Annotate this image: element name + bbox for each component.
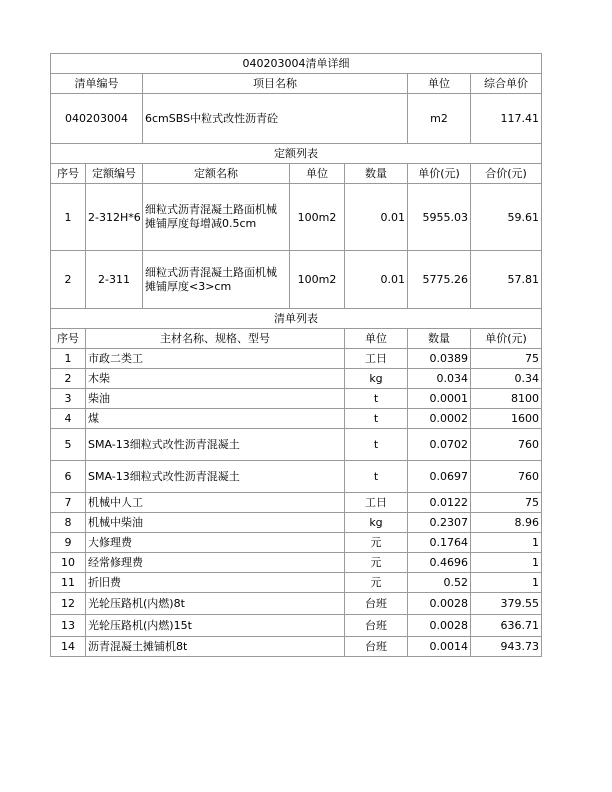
material-qty: 0.0002 [408, 409, 471, 429]
quota-col-no: 序号 [51, 164, 86, 184]
quota-no: 2 [51, 251, 86, 309]
material-row [51, 533, 542, 553]
material-name: SMA-13细粒式改性沥青混凝土 [86, 429, 345, 461]
material-unit: kg [345, 513, 408, 533]
material-row [51, 493, 542, 513]
material-unit: t [345, 389, 408, 409]
material-row [51, 513, 542, 533]
material-no: 3 [51, 389, 86, 409]
material-unit-price: 8100 [471, 389, 542, 409]
material-no: 9 [51, 533, 86, 553]
bill-header-row [51, 74, 542, 94]
material-row [51, 553, 542, 573]
material-name: 光轮压路机(内燃)8t [86, 593, 345, 615]
material-name: 光轮压路机(内燃)15t [86, 615, 345, 637]
quota-name: 细粒式沥青混凝土路面机械摊铺厚度每增减0.5cm [143, 184, 290, 251]
material-unit: 台班 [345, 637, 408, 657]
header-unit: 单位 [408, 74, 471, 94]
quota-name: 细粒式沥青混凝土路面机械摊铺厚度<3>cm [143, 251, 290, 309]
material-name: 市政二类工 [86, 349, 345, 369]
material-qty: 0.0028 [408, 615, 471, 637]
quota-row [51, 184, 542, 251]
material-no: 11 [51, 573, 86, 593]
material-no: 10 [51, 553, 86, 573]
material-col-qty: 数量 [408, 329, 471, 349]
material-unit-price: 75 [471, 349, 542, 369]
material-unit: t [345, 461, 408, 493]
material-unit: 台班 [345, 615, 408, 637]
material-unit: t [345, 409, 408, 429]
material-col-unit-price: 单价(元) [471, 329, 542, 349]
material-qty: 0.1764 [408, 533, 471, 553]
material-no: 8 [51, 513, 86, 533]
material-unit-price: 1 [471, 533, 542, 553]
material-qty: 0.034 [408, 369, 471, 389]
material-no: 2 [51, 369, 86, 389]
material-col-name: 主材名称、规格、型号 [86, 329, 345, 349]
material-col-no: 序号 [51, 329, 86, 349]
material-name: 经常修理费 [86, 553, 345, 573]
material-no: 13 [51, 615, 86, 637]
item-code: 040203004 [51, 94, 143, 144]
bill-item-row [51, 94, 542, 144]
material-qty: 0.0389 [408, 349, 471, 369]
material-unit-price: 379.55 [471, 593, 542, 615]
quota-unit-price: 5775.26 [408, 251, 471, 309]
material-unit-price: 636.71 [471, 615, 542, 637]
material-name: 煤 [86, 409, 345, 429]
header-code: 清单编号 [51, 74, 143, 94]
material-qty: 0.4696 [408, 553, 471, 573]
material-row [51, 349, 542, 369]
item-name: 6cmSBS中粒式改性沥青砼 [143, 94, 408, 144]
material-row [51, 461, 542, 493]
material-no: 6 [51, 461, 86, 493]
material-unit: 台班 [345, 593, 408, 615]
material-unit: 工日 [345, 493, 408, 513]
quota-qty: 0.01 [345, 251, 408, 309]
quota-header-row [51, 164, 542, 184]
material-name: 大修理费 [86, 533, 345, 553]
quota-no: 1 [51, 184, 86, 251]
material-no: 12 [51, 593, 86, 615]
material-unit: 元 [345, 573, 408, 593]
material-name: 木柴 [86, 369, 345, 389]
quota-qty: 0.01 [345, 184, 408, 251]
material-no: 4 [51, 409, 86, 429]
material-qty: 0.0702 [408, 429, 471, 461]
material-unit-price: 1 [471, 573, 542, 593]
quota-col-code: 定额编号 [86, 164, 143, 184]
quota-section-title: 定额列表 [51, 144, 542, 164]
material-unit: 工日 [345, 349, 408, 369]
material-col-unit: 单位 [345, 329, 408, 349]
material-row [51, 637, 542, 657]
material-unit-price: 0.34 [471, 369, 542, 389]
material-unit: kg [345, 369, 408, 389]
material-unit-price: 760 [471, 429, 542, 461]
material-row [51, 573, 542, 593]
material-unit: 元 [345, 553, 408, 573]
material-row [51, 593, 542, 615]
quota-row [51, 251, 542, 309]
material-section-title: 清单列表 [51, 309, 542, 329]
material-row [51, 615, 542, 637]
material-no: 5 [51, 429, 86, 461]
quota-unit: 100m2 [290, 184, 345, 251]
quota-total: 59.61 [471, 184, 542, 251]
quota-total: 57.81 [471, 251, 542, 309]
quota-unit-price: 5955.03 [408, 184, 471, 251]
quota-col-name: 定额名称 [143, 164, 290, 184]
material-unit-price: 1600 [471, 409, 542, 429]
material-unit-price: 8.96 [471, 513, 542, 533]
material-qty: 0.0028 [408, 593, 471, 615]
item-unit: m2 [408, 94, 471, 144]
material-qty: 0.0001 [408, 389, 471, 409]
quota-col-total: 合价(元) [471, 164, 542, 184]
material-unit-price: 943.73 [471, 637, 542, 657]
material-unit-price: 760 [471, 461, 542, 493]
material-qty: 0.52 [408, 573, 471, 593]
material-qty: 0.0014 [408, 637, 471, 657]
material-row [51, 409, 542, 429]
material-unit: t [345, 429, 408, 461]
material-name: 柴油 [86, 389, 345, 409]
quota-code: 2-312H*6 [86, 184, 143, 251]
material-row [51, 429, 542, 461]
material-unit-price: 75 [471, 493, 542, 513]
material-qty: 0.0697 [408, 461, 471, 493]
material-unit: 元 [345, 533, 408, 553]
quota-col-unit-price: 单价(元) [408, 164, 471, 184]
header-price: 综合单价 [471, 74, 542, 94]
material-row [51, 389, 542, 409]
material-name: 折旧费 [86, 573, 345, 593]
quota-col-qty: 数量 [345, 164, 408, 184]
material-name: SMA-13细粒式改性沥青混凝土 [86, 461, 345, 493]
material-name: 机械中柴油 [86, 513, 345, 533]
bill-detail-table [50, 53, 542, 657]
material-row [51, 369, 542, 389]
material-name: 沥青混凝土摊铺机8t [86, 637, 345, 657]
quota-col-unit: 单位 [290, 164, 345, 184]
material-unit-price: 1 [471, 553, 542, 573]
material-no: 1 [51, 349, 86, 369]
quota-unit: 100m2 [290, 251, 345, 309]
header-name: 项目名称 [143, 74, 408, 94]
quota-code: 2-311 [86, 251, 143, 309]
material-qty: 0.0122 [408, 493, 471, 513]
material-qty: 0.2307 [408, 513, 471, 533]
material-name: 机械中人工 [86, 493, 345, 513]
material-header-row [51, 329, 542, 349]
material-no: 7 [51, 493, 86, 513]
material-no: 14 [51, 637, 86, 657]
item-price: 117.41 [471, 94, 542, 144]
table-title: 040203004清单详细 [51, 54, 542, 74]
